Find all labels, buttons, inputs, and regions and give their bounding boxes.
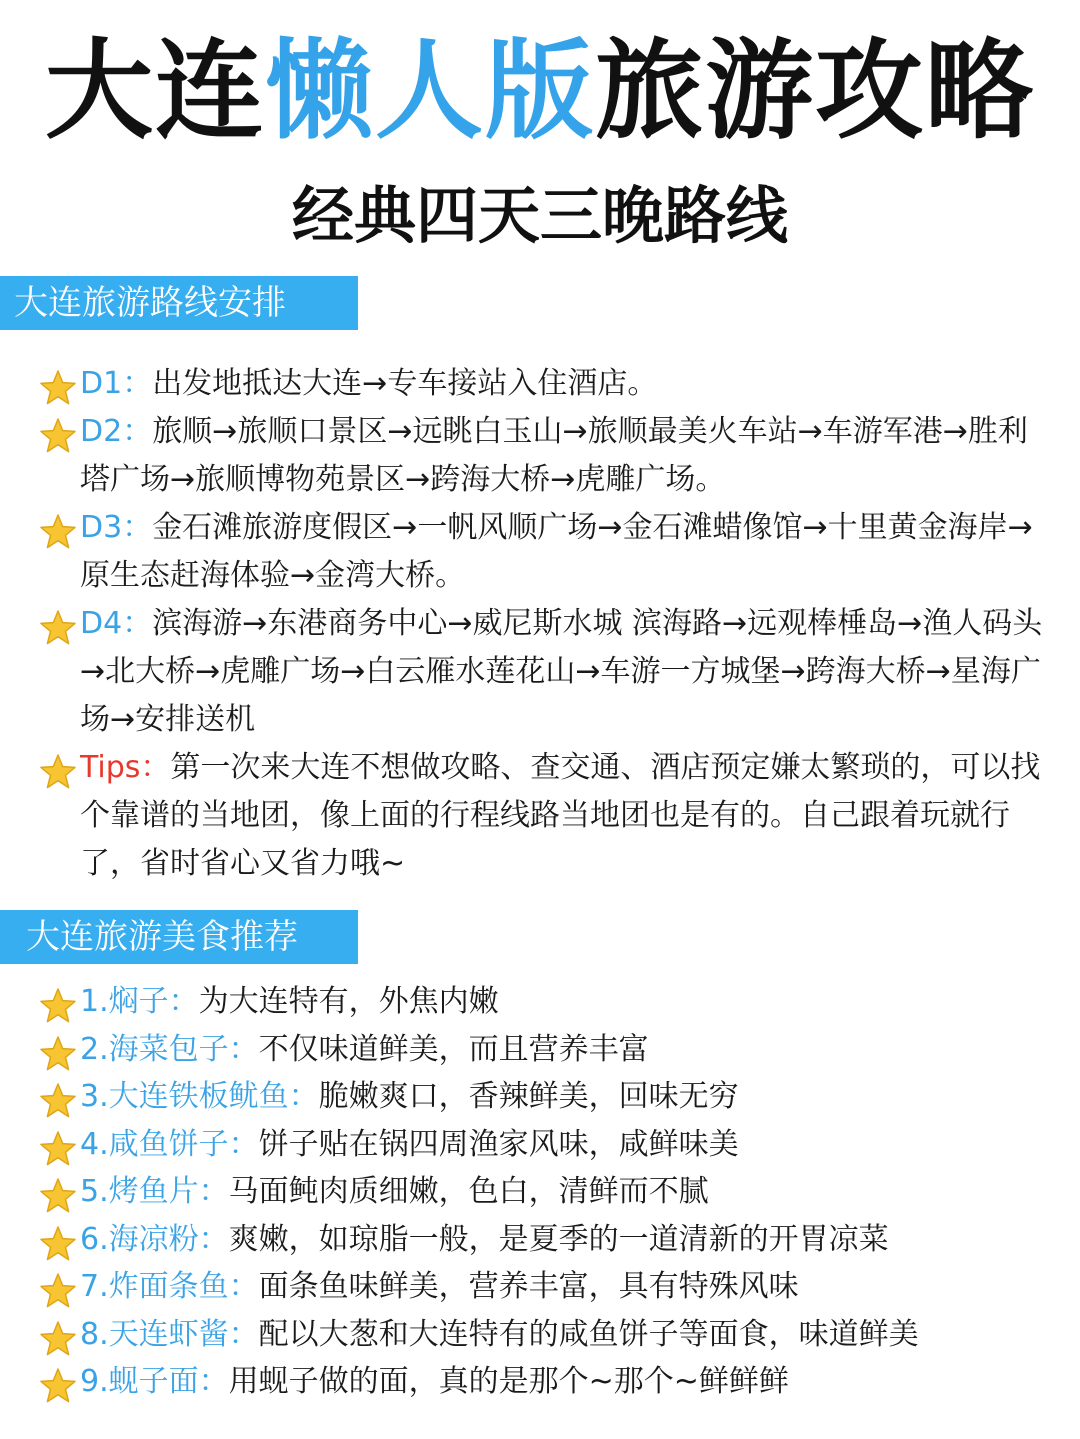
star-icon	[38, 1366, 78, 1406]
route-item	[38, 360, 1048, 408]
entry-text: 金石滩旅游度假区→一帆风顺广场→金石滩蜡像馆→十里黄金海岸→原生态赶海体验→金湾大桥。	[80, 510, 1033, 593]
entry-text: 为大连特有，外焦内嫩	[198, 984, 499, 1019]
entry-label: D3：	[80, 510, 153, 545]
page-title	[0, 28, 1080, 156]
entry-label: D1：	[80, 366, 153, 401]
entry-label: 5.烤鱼片：	[80, 1174, 229, 1209]
entry-text: 出发地抵达大连→专车接站入住酒店。	[152, 366, 658, 401]
food-item	[38, 1168, 1048, 1216]
route-item	[38, 600, 1048, 744]
entry-text: 第一次来大连不想做攻略、查交通、酒店预定嫌太繁琐的，可以找个靠谱的当地团，像上面的行程线路当地团也是有的。自己跟着玩就行了，省时省心又省力哦~	[80, 750, 1041, 881]
star-icon	[38, 1224, 78, 1264]
food-item	[38, 1216, 1048, 1264]
title-part-highlight: 懒人版	[264, 29, 595, 154]
entry-text: 脆嫩爽口，香辣鲜美，回味无穷	[318, 1079, 739, 1114]
route-item	[38, 408, 1048, 504]
food-list	[38, 978, 1048, 1406]
star-icon	[38, 368, 78, 408]
tips-label: Tips：	[80, 750, 171, 785]
star-icon	[38, 1129, 78, 1169]
food-item	[38, 1026, 1048, 1074]
star-icon	[38, 1176, 78, 1216]
star-icon	[38, 752, 78, 792]
food-item	[38, 1358, 1048, 1406]
entry-label: 2.海菜包子：	[80, 1031, 259, 1067]
entry-label: D2：	[80, 414, 153, 449]
entry-text: 马面鲀肉质细嫩，色白，清鲜而不腻	[228, 1174, 709, 1209]
entry-text: 不仅味道鲜美，而且营养丰富	[258, 1031, 649, 1067]
star-icon	[38, 986, 78, 1026]
entry-text: 爽嫩，如琼脂一般，是夏季的一道清新的开胃凉菜	[228, 1221, 889, 1257]
route-item	[38, 504, 1048, 600]
star-icon	[38, 1271, 78, 1311]
food-item	[38, 978, 1048, 1026]
entry-label: D4：	[80, 606, 153, 641]
route-list	[38, 360, 1048, 888]
entry-text: 饼子贴在锅四周渔家风味，咸鲜味美	[258, 1126, 739, 1162]
entry-text: 旅顺→旅顺口景区→远眺白玉山→旅顺最美火车站→车游军港→胜利塔广场→旅顺博物苑景区→跨海大桥→虎雕广场。	[80, 414, 1028, 497]
entry-text: 用蚬子做的面，真的是那个~那个~鲜鲜鲜	[228, 1364, 789, 1399]
entry-label: 7.炸面条鱼：	[80, 1269, 259, 1304]
star-icon	[38, 1319, 78, 1359]
entry-label: 4.咸鱼饼子：	[80, 1126, 259, 1162]
food-item	[38, 1263, 1048, 1311]
entry-label: 1.焖子：	[80, 984, 199, 1019]
entry-label: 8.天连虾酱：	[80, 1316, 259, 1352]
star-icon	[38, 512, 78, 552]
star-icon	[38, 608, 78, 648]
title-part-guide: 旅游攻略	[595, 29, 1036, 154]
entry-text: 配以大葱和大连特有的咸鱼饼子等面食，味道鲜美	[258, 1316, 919, 1352]
food-item	[38, 1073, 1048, 1121]
food-item	[38, 1311, 1048, 1359]
entry-label: 6.海凉粉：	[80, 1221, 229, 1257]
entry-text: 滨海游→东港商务中心→威尼斯水城 滨海路→远观棒棰岛→渔人码头→北大桥→虎雕广场→白云雁水莲花山→车游一方城堡→跨海大桥→星海广场→安排送机	[80, 606, 1043, 737]
entry-label: 9.蚬子面：	[80, 1364, 229, 1399]
route-section-header: 大连旅游路线安排	[0, 276, 358, 330]
food-section-header: 大连旅游美食推荐	[0, 910, 358, 964]
food-item	[38, 1121, 1048, 1169]
entry-label: 3.大连铁板鱿鱼：	[80, 1079, 319, 1114]
star-icon	[38, 416, 78, 456]
title-part-city: 大连	[44, 29, 265, 154]
star-icon	[38, 1034, 78, 1074]
page-subtitle: 经典四天三晚路线	[291, 179, 788, 252]
entry-text: 面条鱼味鲜美，营养丰富，具有特殊风味	[258, 1269, 799, 1304]
star-icon	[38, 1081, 78, 1121]
route-item	[38, 744, 1048, 888]
